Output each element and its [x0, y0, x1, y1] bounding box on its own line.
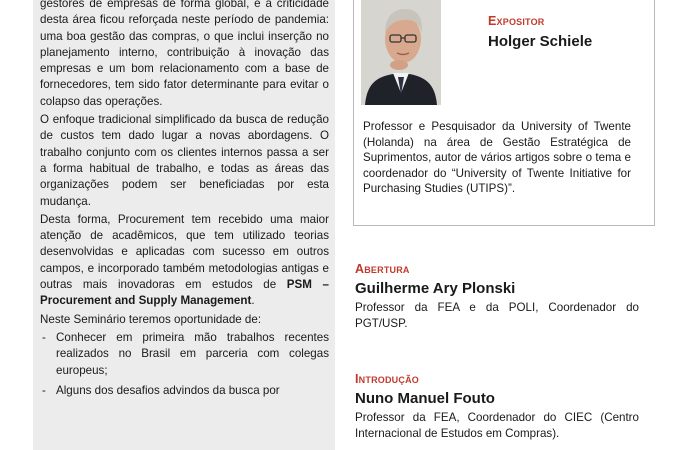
approach-paragraph: O enfoque tradicional simplificado da busca de redução de custos tem dado lugar a novas abordagens. O trabalho conjunto com os clientes internos passa a ser a forma habitual de trabalho, e todas as áreas das organizações podem ser beneficiadas por esta mudança.: [40, 113, 329, 208]
intro-paragraph: gestores de empresas de forma global, e a criticidade desta área ficou reforçada neste período de pandemia: uma boa gestão das compras, o que inclui inserção no planejamento interno, contribuição à inovação das empresas e um bom relacionamento com a base de fornecedores, tem sido fator determinante para evitar o colapso das operações.: [40, 0, 329, 108]
expositor-bio: Professor e Pesquisador da University of Twente (Holanda) na área de Gestão Estratégica de Suprimentos, autor de vários artigos sobre o tema e coordenador do “University of Twente Initiative for Purchasing Studies (UTIPS)”.: [363, 120, 631, 196]
procurement-paragraph: [40, 212, 329, 310]
left-text-column: [33, 0, 335, 450]
abertura-label: Abertura: [355, 262, 410, 276]
expositor-label: Expositor: [488, 14, 545, 28]
introducao-label: Introdução: [355, 372, 419, 386]
list-item: - Alguns dos desafios advindos da busca por: [40, 383, 329, 399]
expositor-name: Holger Schiele: [488, 33, 593, 50]
psm-bold-text: PSM – Procurement and Supply Management: [40, 278, 329, 308]
abertura-name: Guilherme Ary Plonski: [355, 280, 516, 297]
procurement-end: .: [251, 294, 255, 308]
procurement-text: Desta forma, Procurement tem recebido uma maior atenção de acadêmicos, que tem utilizado teorias desenvolvidas e aplicadas com sucesso em outros campos, e incorporado também metodologias antigas e outras mais inovadoras em estudos de: [40, 212, 329, 292]
abertura-desc: Professor da FEA e da POLI, Coordenador do PGT/USP.: [355, 301, 639, 330]
seminar-list: [40, 330, 329, 399]
speaker-photo: [361, 0, 441, 105]
expositor-box: [353, 0, 655, 226]
introducao-desc: Professor da FEA, Coordenador do CIEC (Centro Internacional de Estudos em Compras).: [355, 411, 639, 440]
introducao-name: Nuno Manuel Fouto: [355, 390, 495, 407]
list-item: - Conhecer em primeira mão trabalhos recentes realizados no Brasil em parceria com colegas europeus;: [40, 330, 329, 379]
abertura-section: [355, 262, 639, 331]
introducao-section: [355, 372, 639, 441]
seminar-intro: Neste Seminário teremos oportunidade de:: [40, 312, 262, 326]
